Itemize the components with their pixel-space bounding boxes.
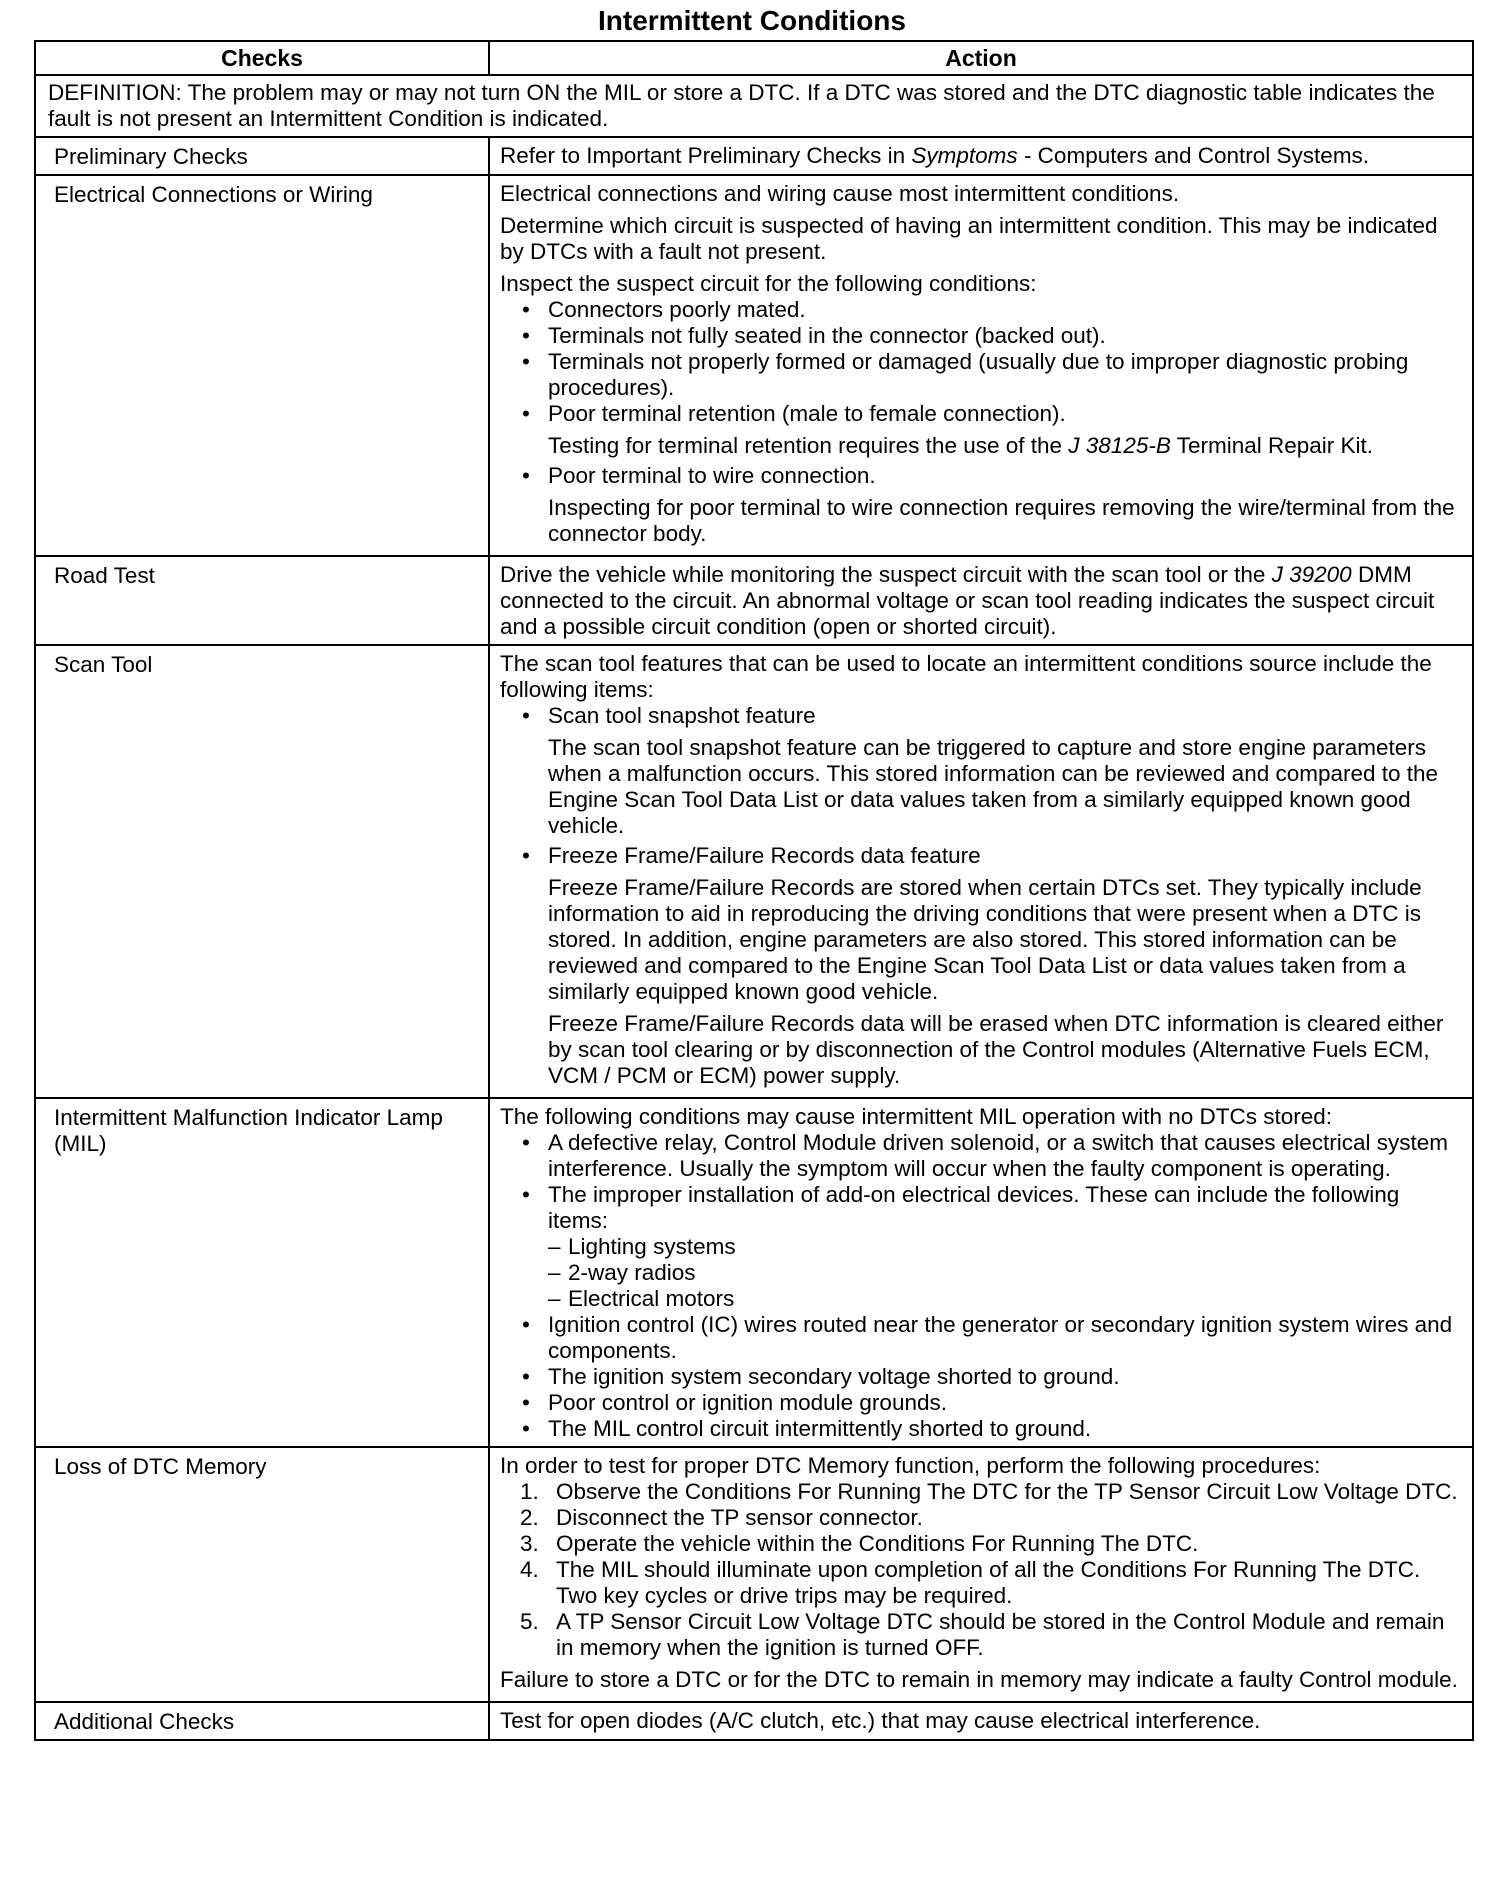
device-list xyxy=(548,1234,1464,1312)
list-item xyxy=(500,1609,1464,1661)
table-row xyxy=(35,137,1473,175)
list-item-text: Electrical motors xyxy=(568,1286,735,1311)
list-item-text: Poor terminal retention (male to female connection). xyxy=(548,401,1066,426)
action-scan-tool xyxy=(489,645,1473,1098)
list-item-text: Poor terminal to wire connection. xyxy=(548,463,876,488)
check-scan-tool: Scan Tool xyxy=(35,645,489,1098)
table-row xyxy=(35,1098,1473,1447)
action-text: DMM connected to the circuit. An abnormal voltage or scan tool reading indicates the suspect circuit and a possible circuit condition (open or shorted circuit). xyxy=(500,562,1435,639)
list-item xyxy=(500,1182,1464,1312)
list-item xyxy=(548,1260,1464,1286)
paragraph: In order to test for proper DTC Memory function, perform the following procedures: xyxy=(500,1453,1321,1478)
step-text: Disconnect the TP sensor connector. xyxy=(556,1505,923,1530)
condition-list xyxy=(500,1130,1464,1442)
table-row xyxy=(35,556,1473,645)
list-item xyxy=(500,1505,1464,1531)
sub-text: Terminal Repair Kit. xyxy=(1170,433,1374,458)
sub-paragraph: Inspecting for poor terminal to wire connection requires removing the wire/terminal from the connector body. xyxy=(548,495,1455,546)
list-item-text: Terminals not properly formed or damaged (usually due to improper diagnostic probing procedures). xyxy=(548,349,1409,400)
list-item xyxy=(500,297,1464,323)
table-header-row xyxy=(35,41,1473,75)
sub-paragraph xyxy=(548,433,1464,459)
list-item xyxy=(548,1234,1464,1260)
list-item-text: Scan tool snapshot feature xyxy=(548,703,816,728)
check-preliminary: Preliminary Checks xyxy=(35,137,489,175)
paragraph: Failure to store a DTC or for the DTC to remain in memory may indicate a faulty Control module. xyxy=(500,1667,1458,1692)
list-item-text: Freeze Frame/Failure Records data feature xyxy=(548,843,981,868)
list-item xyxy=(500,1312,1464,1364)
check-intermittent-mil: Intermittent Malfunction Indicator Lamp (MIL) xyxy=(35,1098,489,1447)
list-item xyxy=(500,1416,1464,1442)
sub-text: Testing for terminal retention requires the use of the xyxy=(548,433,1069,458)
paragraph: The following conditions may cause intermittent MIL operation with no DTCs stored: xyxy=(500,1104,1333,1129)
paragraph: Inspect the suspect circuit for the following conditions: xyxy=(500,271,1037,296)
list-item xyxy=(500,1130,1464,1182)
list-item xyxy=(500,401,1464,459)
list-item xyxy=(500,1364,1464,1390)
action-intermittent-mil xyxy=(489,1098,1473,1447)
list-item xyxy=(500,843,1464,1089)
step-number: 1. xyxy=(520,1479,539,1504)
tool-reference: J 38125-B xyxy=(1068,433,1171,458)
list-item xyxy=(500,1531,1464,1557)
step-number: 3. xyxy=(520,1531,539,1556)
tool-reference: J 39200 xyxy=(1271,562,1352,587)
step-number: 5. xyxy=(520,1609,539,1634)
action-text: Refer to Important Preliminary Checks in xyxy=(500,143,912,168)
step-text: A TP Sensor Circuit Low Voltage DTC should be stored in the Control Module and remain in memory when the ignition is turned OFF. xyxy=(556,1609,1445,1660)
list-item xyxy=(500,349,1464,401)
list-item xyxy=(500,703,1464,839)
action-column-header: Action xyxy=(489,41,1473,75)
sub-paragraph: Freeze Frame/Failure Records are stored when certain DTCs set. They typically include information to aid in reproducing the driving conditions that were present when a DTC is stored. In addition, engine parameters are also stored. This stored information can be reviewed and compared to the Engine Scan Tool Data List or data values taken from a similarly equipped known good vehicle. xyxy=(548,875,1422,1004)
check-electrical-connections: Electrical Connections or Wiring xyxy=(35,175,489,556)
condition-list xyxy=(500,297,1464,547)
list-item xyxy=(500,323,1464,349)
list-item xyxy=(548,1286,1464,1312)
paragraph: Electrical connections and wiring cause most intermittent conditions. xyxy=(500,181,1180,206)
action-electrical-connections xyxy=(489,175,1473,556)
list-item-text: Ignition control (IC) wires routed near the generator or secondary ignition system wires and components. xyxy=(548,1312,1453,1363)
procedure-list xyxy=(500,1479,1464,1661)
action-text: - Computers and Control Systems. xyxy=(1017,143,1370,168)
action-road-test xyxy=(489,556,1473,645)
step-text: Operate the vehicle within the Conditions For Running The DTC. xyxy=(556,1531,1199,1556)
intermittent-conditions-table xyxy=(34,40,1474,1741)
check-road-test: Road Test xyxy=(35,556,489,645)
list-item xyxy=(500,1390,1464,1416)
check-loss-of-dtc-memory: Loss of DTC Memory xyxy=(35,1447,489,1702)
step-number: 2. xyxy=(520,1505,539,1530)
list-item-text: The ignition system secondary voltage shorted to ground. xyxy=(548,1364,1120,1389)
action-text: Drive the vehicle while monitoring the suspect circuit with the scan tool or the xyxy=(500,562,1272,587)
step-text: The MIL should illuminate upon completion of all the Conditions For Running The DTC. Two key cycles or drive trips may be required. xyxy=(556,1557,1421,1608)
list-item xyxy=(500,463,1464,547)
step-number: 4. xyxy=(520,1557,539,1582)
sub-paragraph: The scan tool snapshot feature can be triggered to capture and store engine parameters when a malfunction occurs. This stored information can be reviewed and compared to the Engine Scan Tool Data List or data values taken from a similarly equipped known good vehicle. xyxy=(548,735,1439,838)
action-loss-of-dtc-memory xyxy=(489,1447,1473,1702)
list-item xyxy=(500,1479,1464,1505)
list-item-text: The improper installation of add-on electrical devices. These can include the following items: xyxy=(548,1182,1400,1233)
inspection-section xyxy=(500,271,1464,547)
list-item-text: Connectors poorly mated. xyxy=(548,297,806,322)
list-item xyxy=(500,1557,1464,1609)
page-title: Intermittent Conditions xyxy=(598,5,906,36)
list-item-text: A defective relay, Control Module driven solenoid, or a switch that causes electrical system interference. Usually the symptom will occur when the faulty component is operating. xyxy=(548,1130,1448,1181)
sub-paragraph: Freeze Frame/Failure Records data will be erased when DTC information is cleared either by scan tool clearing or by disconnection of the Control modules (Alternative Fuels ECM, VCM / PCM or ECM) power supply. xyxy=(548,1011,1444,1088)
step-text: Observe the Conditions For Running The DTC for the TP Sensor Circuit Low Voltage DTC. xyxy=(556,1479,1458,1504)
paragraph: Determine which circuit is suspected of having an intermittent condition. This may be indicated by DTCs with a fault not present. xyxy=(500,213,1438,264)
definition-row xyxy=(35,75,1473,137)
list-item-text: Terminals not fully seated in the connector (backed out). xyxy=(548,323,1106,348)
table-row xyxy=(35,175,1473,556)
list-item-text: 2-way radios xyxy=(568,1260,696,1285)
list-item-text: Lighting systems xyxy=(568,1234,736,1259)
list-item-text: The MIL control circuit intermittently shorted to ground. xyxy=(548,1416,1092,1441)
action-preliminary xyxy=(489,137,1473,175)
symptoms-reference: Symptoms xyxy=(911,143,1018,168)
paragraph: The scan tool features that can be used to locate an intermittent conditions source include the following items: xyxy=(500,651,1432,702)
table-row xyxy=(35,1702,1473,1740)
definition-text: DEFINITION: The problem may or may not turn ON the MIL or store a DTC. If a DTC was stored and the DTC diagnostic table indicates the fault is not present an Intermittent Condition is indicated. xyxy=(35,75,1473,137)
feature-list xyxy=(500,703,1464,1089)
table-row xyxy=(35,645,1473,1098)
checks-column-header: Checks xyxy=(35,41,489,75)
action-additional: Test for open diodes (A/C clutch, etc.) that may cause electrical interference. xyxy=(489,1702,1473,1740)
list-item-text: Poor control or ignition module grounds. xyxy=(548,1390,947,1415)
table-row xyxy=(35,1447,1473,1702)
check-additional: Additional Checks xyxy=(35,1702,489,1740)
